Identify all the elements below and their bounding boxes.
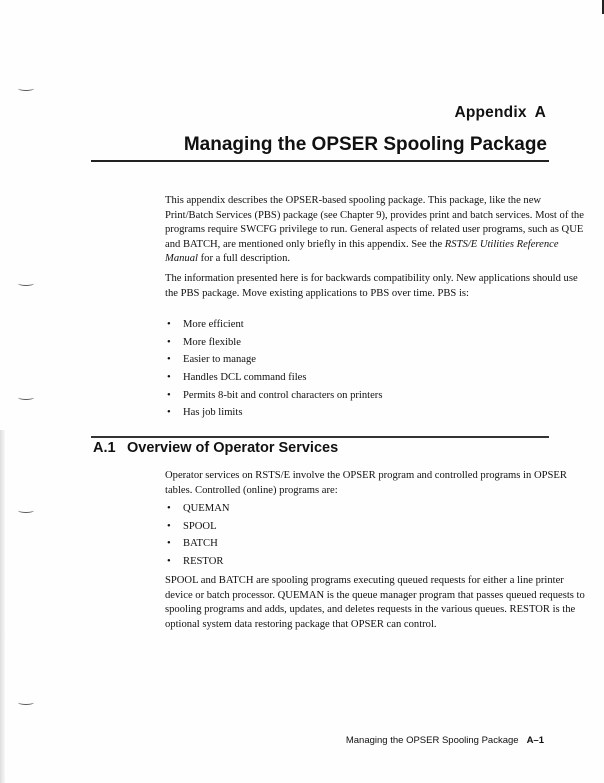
section-title: Overview of Operator Services	[127, 440, 339, 456]
bullet-icon: •	[167, 354, 171, 366]
bullet-icon: •	[167, 503, 171, 514]
list-item-text: More efficient	[183, 319, 244, 330]
punch-hole-mark	[18, 281, 34, 286]
section-rule	[91, 436, 549, 438]
list-item	[165, 520, 230, 538]
list-item-text: Handles DCL command files	[183, 372, 307, 384]
list-item	[165, 353, 382, 371]
section-heading	[93, 440, 338, 456]
punch-hole-mark	[18, 86, 34, 91]
bullet-icon: •	[167, 372, 171, 384]
list-item-text: SPOOL	[183, 520, 217, 532]
punch-hole-mark	[18, 395, 34, 400]
section-number: A.1	[93, 440, 116, 456]
bullet-icon: •	[167, 520, 171, 532]
intro-text: This appendix describes the OPSER-based spooling package. This package, like the new Print/Batch Services (PBS) package (see Chapter 9), provides print and batch services. Most of the programs require SWCFG privilege to run. General aspects of related user programs, such as QUE and BATCH, are mentioned only briefly in this appendix. See the	[165, 195, 584, 250]
list-item	[165, 318, 382, 336]
page-number: A–1	[526, 735, 544, 746]
intro-paragraph-2	[165, 272, 585, 301]
chapter-title: Managing the OPSER Spooling Package	[183, 134, 547, 155]
punch-hole-mark	[18, 508, 34, 513]
operator-services-text: Operator services on RSTS/E involve the OPSER program and controlled programs in OPSER tables. Controlled (online) programs are:	[165, 470, 567, 496]
list-item-text: RESTOR	[183, 556, 224, 568]
controlled-programs-list	[165, 502, 230, 573]
list-item	[165, 555, 230, 573]
list-item	[165, 502, 230, 520]
list-item-text: More flexible	[183, 336, 241, 348]
spooling-programs-text: SPOOL and BATCH are spooling programs executing queued requests for either a line printer device or batch processor. QUEMAN is the queue manager program that passes queued requests to spooling programs and adds, updates, and deletes requests in the various queues. RESTOR is the optional system data restoring package that OPSER can control.	[165, 575, 585, 630]
bullet-icon: •	[167, 389, 171, 401]
binding-edge-shadow	[0, 430, 5, 783]
section-a1-paragraph-2	[165, 574, 585, 632]
appendix-label: Appendix A	[454, 104, 546, 121]
manual-reference: RSTS/E Utilities Reference Manual	[165, 238, 559, 265]
list-item	[165, 406, 382, 424]
list-item	[165, 389, 382, 407]
pbs-feature-list	[165, 318, 382, 424]
page-footer	[346, 735, 544, 746]
bullet-icon: •	[167, 319, 171, 330]
list-item	[165, 336, 382, 354]
list-item	[165, 371, 382, 389]
bullet-icon: •	[167, 336, 171, 348]
intro-text: for a full description.	[197, 253, 291, 265]
list-item-text: BATCH	[183, 538, 218, 550]
section-a1-paragraph-1	[165, 469, 585, 498]
punch-hole-mark	[18, 700, 34, 705]
list-item-text: QUEMAN	[183, 503, 230, 514]
list-item-text: Has job limits	[183, 407, 243, 419]
running-title: Managing the OPSER Spooling Package	[345, 735, 519, 746]
intro-paragraph-1	[165, 194, 585, 267]
list-item-text: Easier to manage	[183, 354, 256, 366]
list-item	[165, 537, 230, 555]
compatibility-note: The information presented here is for backwards compatibility only. New applications should use the PBS package. Move existing applications to PBS over time. PBS is:	[165, 273, 578, 299]
bullet-icon: •	[167, 538, 171, 550]
list-item-text: Permits 8-bit and control characters on printers	[183, 389, 383, 401]
bullet-icon: •	[167, 407, 171, 419]
bullet-icon: •	[167, 556, 171, 568]
title-rule	[91, 160, 549, 162]
